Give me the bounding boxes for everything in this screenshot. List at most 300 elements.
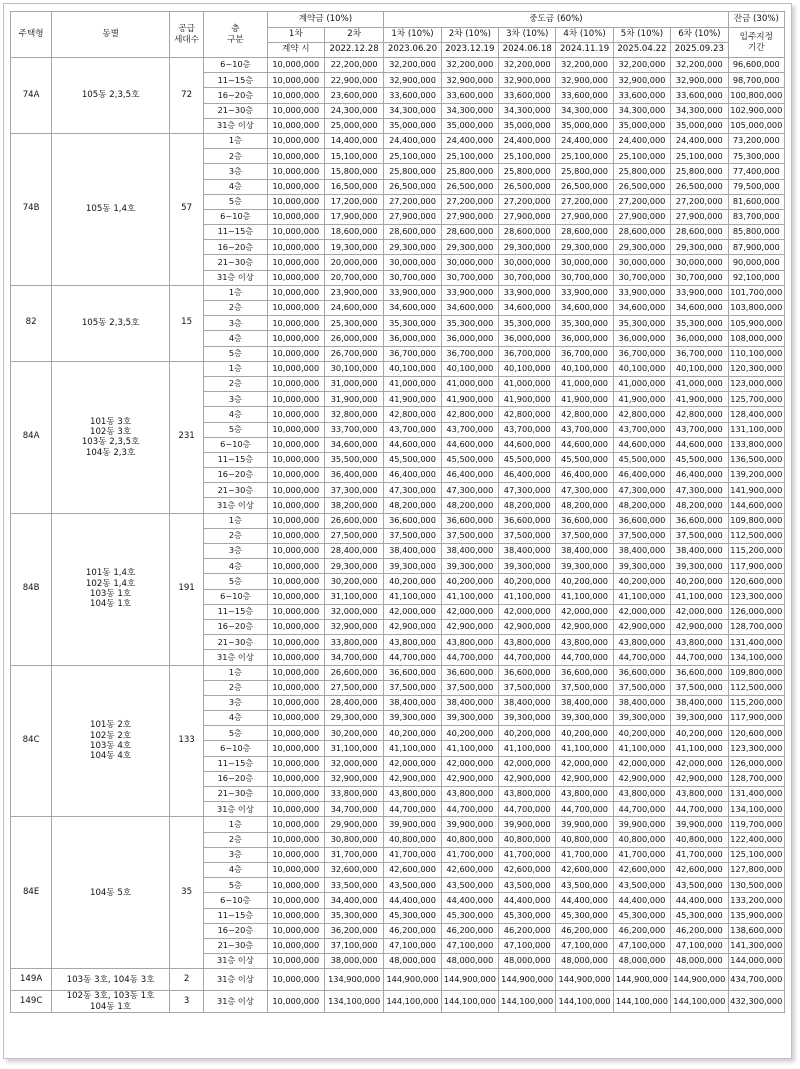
cell-deposit-1: 10,000,000 <box>267 164 324 179</box>
cell-interim-4: 40,800,000 <box>556 832 613 847</box>
cell-floor: 31층 이상 <box>204 969 267 991</box>
cell-interim-5: 43,500,000 <box>613 878 670 893</box>
cell-interim-3: 26,500,000 <box>499 179 556 194</box>
cell-deposit-1: 10,000,000 <box>267 270 324 285</box>
cell-deposit-2: 14,400,000 <box>324 133 383 148</box>
cell-interim-2: 47,300,000 <box>441 483 498 498</box>
cell-units: 3 <box>169 991 203 1013</box>
cell-interim-5: 40,800,000 <box>613 832 670 847</box>
cell-interim-2: 37,500,000 <box>441 680 498 695</box>
cell-interim-2: 46,200,000 <box>441 923 498 938</box>
cell-deposit-2: 30,100,000 <box>324 361 383 376</box>
cell-deposit-2: 26,600,000 <box>324 513 383 528</box>
cell-balance: 110,100,000 <box>728 346 784 361</box>
table-row <box>11 969 785 991</box>
cell-interim-2: 42,600,000 <box>441 862 498 877</box>
cell-interim-5: 42,600,000 <box>613 862 670 877</box>
cell-deposit-2: 134,100,000 <box>324 991 383 1013</box>
cell-interim-5: 42,000,000 <box>613 604 670 619</box>
cell-deposit-2: 34,700,000 <box>324 650 383 665</box>
cell-balance: 77,400,000 <box>728 164 784 179</box>
cell-floor: 2층 <box>204 680 267 695</box>
cell-balance: 90,000,000 <box>728 255 784 270</box>
cell-deposit-1: 10,000,000 <box>267 559 324 574</box>
cell-interim-2: 39,300,000 <box>441 711 498 726</box>
cell-floor: 21~30층 <box>204 483 267 498</box>
cell-floor: 6~10층 <box>204 741 267 756</box>
cell-interim-6: 43,500,000 <box>671 878 728 893</box>
cell-interim-5: 27,200,000 <box>613 194 670 209</box>
cell-type: 149C <box>11 991 52 1013</box>
cell-interim-2: 36,700,000 <box>441 346 498 361</box>
cell-deposit-2: 36,200,000 <box>324 923 383 938</box>
cell-deposit-2: 28,400,000 <box>324 544 383 559</box>
cell-interim-4: 27,200,000 <box>556 194 613 209</box>
cell-balance: 96,600,000 <box>728 58 784 73</box>
cell-deposit-1: 10,000,000 <box>267 711 324 726</box>
cell-interim-5: 144,900,000 <box>613 969 670 991</box>
cell-interim-1: 41,100,000 <box>384 741 441 756</box>
cell-interim-4: 45,500,000 <box>556 452 613 467</box>
cell-interim-6: 43,800,000 <box>671 635 728 650</box>
cell-interim-1: 144,900,000 <box>384 969 441 991</box>
cell-deposit-1: 10,000,000 <box>267 650 324 665</box>
cell-interim-4: 43,800,000 <box>556 787 613 802</box>
cell-interim-2: 38,400,000 <box>441 695 498 710</box>
cell-floor: 3층 <box>204 544 267 559</box>
cell-interim-2: 34,600,000 <box>441 301 498 316</box>
cell-interim-5: 42,900,000 <box>613 619 670 634</box>
cell-interim-1: 35,000,000 <box>384 118 441 133</box>
cell-interim-3: 41,100,000 <box>499 741 556 756</box>
cell-interim-6: 37,500,000 <box>671 680 728 695</box>
cell-deposit-1: 10,000,000 <box>267 802 324 817</box>
cell-interim-3: 36,600,000 <box>499 665 556 680</box>
cell-balance: 81,600,000 <box>728 194 784 209</box>
cell-interim-5: 29,300,000 <box>613 240 670 255</box>
cell-interim-3: 42,800,000 <box>499 407 556 422</box>
cell-interim-5: 33,600,000 <box>613 88 670 103</box>
cell-interim-1: 44,600,000 <box>384 437 441 452</box>
header-dong: 동별 <box>52 12 170 58</box>
cell-units: 2 <box>169 969 203 991</box>
cell-balance: 120,600,000 <box>728 726 784 741</box>
cell-interim-3: 44,600,000 <box>499 437 556 452</box>
cell-interim-6: 41,900,000 <box>671 392 728 407</box>
cell-interim-1: 33,900,000 <box>384 285 441 300</box>
cell-interim-3: 42,600,000 <box>499 862 556 877</box>
cell-interim-5: 44,600,000 <box>613 437 670 452</box>
cell-deposit-1: 10,000,000 <box>267 361 324 376</box>
cell-balance: 105,000,000 <box>728 118 784 133</box>
cell-interim-4: 37,500,000 <box>556 528 613 543</box>
cell-balance: 126,000,000 <box>728 756 784 771</box>
cell-interim-1: 40,800,000 <box>384 832 441 847</box>
cell-interim-4: 24,400,000 <box>556 133 613 148</box>
cell-interim-5: 30,000,000 <box>613 255 670 270</box>
cell-deposit-2: 33,800,000 <box>324 787 383 802</box>
cell-interim-2: 24,400,000 <box>441 133 498 148</box>
cell-balance: 109,800,000 <box>728 665 784 680</box>
cell-interim-2: 144,900,000 <box>441 969 498 991</box>
cell-interim-1: 42,900,000 <box>384 619 441 634</box>
cell-deposit-2: 35,300,000 <box>324 908 383 923</box>
cell-interim-3: 41,900,000 <box>499 392 556 407</box>
cell-units: 191 <box>169 513 203 665</box>
cell-interim-4: 30,000,000 <box>556 255 613 270</box>
cell-interim-3: 33,600,000 <box>499 88 556 103</box>
cell-interim-4: 144,900,000 <box>556 969 613 991</box>
cell-interim-4: 30,700,000 <box>556 270 613 285</box>
cell-interim-5: 41,100,000 <box>613 741 670 756</box>
cell-interim-5: 39,300,000 <box>613 559 670 574</box>
cell-dong: 101동 1,4호 102동 1,4호 103동 1호 104동 1호 <box>52 513 170 665</box>
cell-balance: 73,200,000 <box>728 133 784 148</box>
cell-dong: 102동 3호, 103동 1호 104동 1호 <box>52 991 170 1013</box>
cell-interim-3: 30,000,000 <box>499 255 556 270</box>
cell-interim-2: 144,100,000 <box>441 991 498 1013</box>
cell-interim-5: 42,800,000 <box>613 407 670 422</box>
cell-deposit-1: 10,000,000 <box>267 73 324 88</box>
cell-interim-6: 45,300,000 <box>671 908 728 923</box>
cell-interim-1: 25,800,000 <box>384 164 441 179</box>
cell-interim-5: 41,900,000 <box>613 392 670 407</box>
cell-deposit-2: 34,400,000 <box>324 893 383 908</box>
cell-floor: 3층 <box>204 695 267 710</box>
cell-interim-6: 40,100,000 <box>671 361 728 376</box>
cell-balance: 144,600,000 <box>728 498 784 513</box>
cell-floor: 3층 <box>204 392 267 407</box>
cell-deposit-2: 18,600,000 <box>324 225 383 240</box>
cell-interim-3: 25,100,000 <box>499 149 556 164</box>
cell-interim-3: 40,800,000 <box>499 832 556 847</box>
cell-interim-2: 45,500,000 <box>441 452 498 467</box>
cell-deposit-2: 22,900,000 <box>324 73 383 88</box>
cell-deposit-2: 27,500,000 <box>324 680 383 695</box>
cell-deposit-2: 32,900,000 <box>324 771 383 786</box>
cell-balance: 92,100,000 <box>728 270 784 285</box>
cell-deposit-1: 10,000,000 <box>267 240 324 255</box>
cell-interim-1: 39,900,000 <box>384 817 441 832</box>
cell-interim-4: 35,300,000 <box>556 316 613 331</box>
cell-deposit-1: 10,000,000 <box>267 468 324 483</box>
cell-interim-3: 44,700,000 <box>499 650 556 665</box>
cell-interim-4: 39,900,000 <box>556 817 613 832</box>
cell-interim-6: 25,800,000 <box>671 164 728 179</box>
cell-floor: 4층 <box>204 331 267 346</box>
cell-deposit-2: 25,300,000 <box>324 316 383 331</box>
cell-deposit-2: 30,800,000 <box>324 832 383 847</box>
cell-interim-1: 30,700,000 <box>384 270 441 285</box>
cell-interim-2: 41,000,000 <box>441 376 498 391</box>
cell-floor: 31층 이상 <box>204 498 267 513</box>
cell-units: 57 <box>169 133 203 285</box>
cell-interim-1: 41,000,000 <box>384 376 441 391</box>
cell-interim-2: 42,900,000 <box>441 771 498 786</box>
cell-interim-3: 40,200,000 <box>499 574 556 589</box>
cell-deposit-2: 37,300,000 <box>324 483 383 498</box>
cell-floor: 1층 <box>204 361 267 376</box>
cell-deposit-1: 10,000,000 <box>267 619 324 634</box>
cell-interim-1: 43,500,000 <box>384 878 441 893</box>
cell-balance: 87,900,000 <box>728 240 784 255</box>
cell-interim-2: 36,000,000 <box>441 331 498 346</box>
cell-deposit-1: 10,000,000 <box>267 422 324 437</box>
cell-deposit-2: 23,600,000 <box>324 88 383 103</box>
header-interim-6: 6차 (10%) <box>671 28 728 43</box>
cell-interim-5: 48,000,000 <box>613 954 670 969</box>
cell-interim-6: 39,900,000 <box>671 817 728 832</box>
cell-deposit-1: 10,000,000 <box>267 498 324 513</box>
cell-interim-5: 44,700,000 <box>613 802 670 817</box>
cell-balance: 75,300,000 <box>728 149 784 164</box>
cell-type: 84E <box>11 817 52 969</box>
cell-balance: 138,600,000 <box>728 923 784 938</box>
cell-deposit-1: 10,000,000 <box>267 88 324 103</box>
cell-balance: 139,200,000 <box>728 468 784 483</box>
cell-interim-2: 39,300,000 <box>441 559 498 574</box>
cell-interim-1: 36,600,000 <box>384 513 441 528</box>
cell-floor: 4층 <box>204 711 267 726</box>
cell-interim-3: 43,800,000 <box>499 635 556 650</box>
cell-interim-6: 44,400,000 <box>671 893 728 908</box>
cell-interim-6: 40,800,000 <box>671 832 728 847</box>
cell-interim-4: 47,300,000 <box>556 483 613 498</box>
cell-interim-3: 27,900,000 <box>499 209 556 224</box>
cell-deposit-2: 17,900,000 <box>324 209 383 224</box>
cell-interim-1: 41,900,000 <box>384 392 441 407</box>
header-interim-6-date: 2025.09.23 <box>671 43 728 58</box>
cell-interim-4: 42,900,000 <box>556 771 613 786</box>
header-interim-5: 5차 (10%) <box>613 28 670 43</box>
cell-interim-2: 48,200,000 <box>441 498 498 513</box>
cell-balance: 108,000,000 <box>728 331 784 346</box>
cell-balance: 125,700,000 <box>728 392 784 407</box>
cell-floor: 31층 이상 <box>204 118 267 133</box>
cell-interim-4: 46,400,000 <box>556 468 613 483</box>
cell-balance: 144,000,000 <box>728 954 784 969</box>
cell-dong: 101동 2호 102동 2호 103동 4호 104동 4호 <box>52 665 170 817</box>
cell-interim-3: 32,200,000 <box>499 58 556 73</box>
table-row <box>11 133 785 148</box>
cell-balance: 103,800,000 <box>728 301 784 316</box>
table-header <box>11 12 785 58</box>
cell-interim-3: 41,000,000 <box>499 376 556 391</box>
cell-interim-1: 27,900,000 <box>384 209 441 224</box>
cell-deposit-2: 31,900,000 <box>324 392 383 407</box>
cell-balance: 127,800,000 <box>728 862 784 877</box>
cell-interim-5: 37,500,000 <box>613 528 670 543</box>
cell-interim-6: 38,400,000 <box>671 544 728 559</box>
cell-deposit-1: 10,000,000 <box>267 878 324 893</box>
cell-deposit-2: 34,700,000 <box>324 802 383 817</box>
cell-deposit-2: 19,300,000 <box>324 240 383 255</box>
cell-interim-1: 41,700,000 <box>384 847 441 862</box>
header-deposit: 계약금 (10%) <box>267 12 384 28</box>
cell-deposit-1: 10,000,000 <box>267 301 324 316</box>
cell-interim-5: 43,800,000 <box>613 635 670 650</box>
cell-interim-2: 44,600,000 <box>441 437 498 452</box>
cell-interim-1: 43,800,000 <box>384 635 441 650</box>
cell-interim-1: 43,700,000 <box>384 422 441 437</box>
cell-interim-6: 30,700,000 <box>671 270 728 285</box>
cell-interim-1: 43,800,000 <box>384 787 441 802</box>
cell-units: 133 <box>169 665 203 817</box>
cell-balance: 136,500,000 <box>728 452 784 467</box>
cell-interim-5: 43,700,000 <box>613 422 670 437</box>
cell-deposit-2: 35,500,000 <box>324 452 383 467</box>
cell-interim-5: 25,100,000 <box>613 149 670 164</box>
cell-floor: 2층 <box>204 149 267 164</box>
cell-floor: 11~15층 <box>204 604 267 619</box>
cell-interim-3: 44,400,000 <box>499 893 556 908</box>
cell-interim-5: 32,200,000 <box>613 58 670 73</box>
cell-interim-5: 144,100,000 <box>613 991 670 1013</box>
cell-interim-1: 42,600,000 <box>384 862 441 877</box>
cell-deposit-2: 24,600,000 <box>324 301 383 316</box>
cell-interim-1: 38,400,000 <box>384 544 441 559</box>
cell-interim-3: 47,100,000 <box>499 938 556 953</box>
cell-floor: 1층 <box>204 817 267 832</box>
cell-deposit-1: 10,000,000 <box>267 544 324 559</box>
table-row <box>11 285 785 300</box>
cell-deposit-2: 32,800,000 <box>324 407 383 422</box>
cell-balance: 434,700,000 <box>728 969 784 991</box>
cell-interim-3: 36,000,000 <box>499 331 556 346</box>
cell-floor: 2층 <box>204 528 267 543</box>
cell-interim-5: 39,900,000 <box>613 817 670 832</box>
cell-interim-1: 37,500,000 <box>384 680 441 695</box>
cell-type: 84B <box>11 513 52 665</box>
cell-interim-3: 39,300,000 <box>499 711 556 726</box>
cell-balance: 134,100,000 <box>728 650 784 665</box>
cell-interim-4: 28,600,000 <box>556 225 613 240</box>
cell-deposit-1: 10,000,000 <box>267 756 324 771</box>
cell-interim-3: 30,700,000 <box>499 270 556 285</box>
cell-interim-6: 42,900,000 <box>671 619 728 634</box>
cell-deposit-1: 10,000,000 <box>267 695 324 710</box>
cell-interim-3: 39,300,000 <box>499 559 556 574</box>
cell-deposit-1: 10,000,000 <box>267 665 324 680</box>
cell-interim-4: 37,500,000 <box>556 680 613 695</box>
cell-deposit-2: 17,200,000 <box>324 194 383 209</box>
cell-interim-4: 40,200,000 <box>556 726 613 741</box>
cell-deposit-1: 10,000,000 <box>267 376 324 391</box>
cell-deposit-2: 38,000,000 <box>324 954 383 969</box>
cell-interim-6: 40,200,000 <box>671 726 728 741</box>
cell-interim-4: 42,000,000 <box>556 756 613 771</box>
cell-floor: 21~30층 <box>204 787 267 802</box>
cell-deposit-1: 10,000,000 <box>267 179 324 194</box>
cell-interim-1: 28,600,000 <box>384 225 441 240</box>
cell-interim-2: 41,700,000 <box>441 847 498 862</box>
header-deposit-1-date: 계약 시 <box>267 43 324 58</box>
cell-deposit-2: 30,200,000 <box>324 726 383 741</box>
cell-deposit-1: 10,000,000 <box>267 862 324 877</box>
cell-deposit-1: 10,000,000 <box>267 209 324 224</box>
cell-deposit-2: 26,600,000 <box>324 665 383 680</box>
cell-deposit-1: 10,000,000 <box>267 149 324 164</box>
cell-interim-5: 41,000,000 <box>613 376 670 391</box>
cell-interim-5: 41,100,000 <box>613 589 670 604</box>
cell-floor: 1층 <box>204 285 267 300</box>
cell-balance: 115,200,000 <box>728 544 784 559</box>
cell-interim-2: 41,900,000 <box>441 392 498 407</box>
cell-balance: 123,300,000 <box>728 589 784 604</box>
cell-interim-3: 28,600,000 <box>499 225 556 240</box>
cell-interim-6: 41,100,000 <box>671 741 728 756</box>
cell-interim-3: 34,600,000 <box>499 301 556 316</box>
cell-interim-1: 45,300,000 <box>384 908 441 923</box>
cell-interim-6: 28,600,000 <box>671 225 728 240</box>
cell-interim-1: 27,200,000 <box>384 194 441 209</box>
cell-floor: 2층 <box>204 832 267 847</box>
cell-interim-2: 41,100,000 <box>441 589 498 604</box>
cell-interim-2: 41,100,000 <box>441 741 498 756</box>
cell-interim-6: 36,600,000 <box>671 665 728 680</box>
cell-interim-5: 45,300,000 <box>613 908 670 923</box>
cell-interim-4: 33,900,000 <box>556 285 613 300</box>
cell-interim-2: 33,600,000 <box>441 88 498 103</box>
cell-floor: 16~20층 <box>204 619 267 634</box>
cell-interim-4: 42,000,000 <box>556 604 613 619</box>
cell-floor: 31층 이상 <box>204 954 267 969</box>
cell-interim-3: 45,300,000 <box>499 908 556 923</box>
cell-interim-5: 41,700,000 <box>613 847 670 862</box>
cell-interim-4: 44,700,000 <box>556 802 613 817</box>
cell-interim-1: 36,000,000 <box>384 331 441 346</box>
cell-interim-1: 42,000,000 <box>384 604 441 619</box>
cell-interim-2: 43,500,000 <box>441 878 498 893</box>
cell-floor: 31층 이상 <box>204 802 267 817</box>
cell-balance: 131,100,000 <box>728 422 784 437</box>
cell-dong: 105동 2,3,5호 <box>52 285 170 361</box>
cell-interim-6: 42,900,000 <box>671 771 728 786</box>
cell-interim-3: 37,500,000 <box>499 528 556 543</box>
cell-interim-5: 38,400,000 <box>613 695 670 710</box>
cell-interim-4: 48,200,000 <box>556 498 613 513</box>
header-deposit-2-date: 2022.12.28 <box>324 43 383 58</box>
cell-deposit-1: 10,000,000 <box>267 923 324 938</box>
cell-deposit-2: 28,400,000 <box>324 695 383 710</box>
cell-interim-3: 46,400,000 <box>499 468 556 483</box>
cell-type: 74B <box>11 133 52 285</box>
cell-floor: 16~20층 <box>204 923 267 938</box>
cell-interim-2: 39,900,000 <box>441 817 498 832</box>
cell-dong: 101동 3호 102동 3호 103동 2,3,5호 104동 2,3호 <box>52 361 170 513</box>
cell-interim-2: 43,800,000 <box>441 635 498 650</box>
cell-interim-1: 144,100,000 <box>384 991 441 1013</box>
cell-interim-1: 29,300,000 <box>384 240 441 255</box>
cell-interim-6: 42,800,000 <box>671 407 728 422</box>
cell-interim-5: 36,000,000 <box>613 331 670 346</box>
header-interim-4-date: 2024.11.19 <box>556 43 613 58</box>
cell-floor: 21~30층 <box>204 103 267 118</box>
table-row <box>11 513 785 528</box>
cell-interim-5: 30,700,000 <box>613 270 670 285</box>
header-interim-1: 1차 (10%) <box>384 28 441 43</box>
cell-interim-1: 42,000,000 <box>384 756 441 771</box>
cell-floor: 3층 <box>204 847 267 862</box>
cell-balance: 123,300,000 <box>728 741 784 756</box>
cell-floor: 3층 <box>204 316 267 331</box>
cell-interim-5: 36,600,000 <box>613 513 670 528</box>
cell-interim-6: 25,100,000 <box>671 149 728 164</box>
cell-balance: 100,800,000 <box>728 88 784 103</box>
cell-floor: 31층 이상 <box>204 650 267 665</box>
cell-deposit-1: 10,000,000 <box>267 483 324 498</box>
cell-deposit-2: 31,000,000 <box>324 376 383 391</box>
